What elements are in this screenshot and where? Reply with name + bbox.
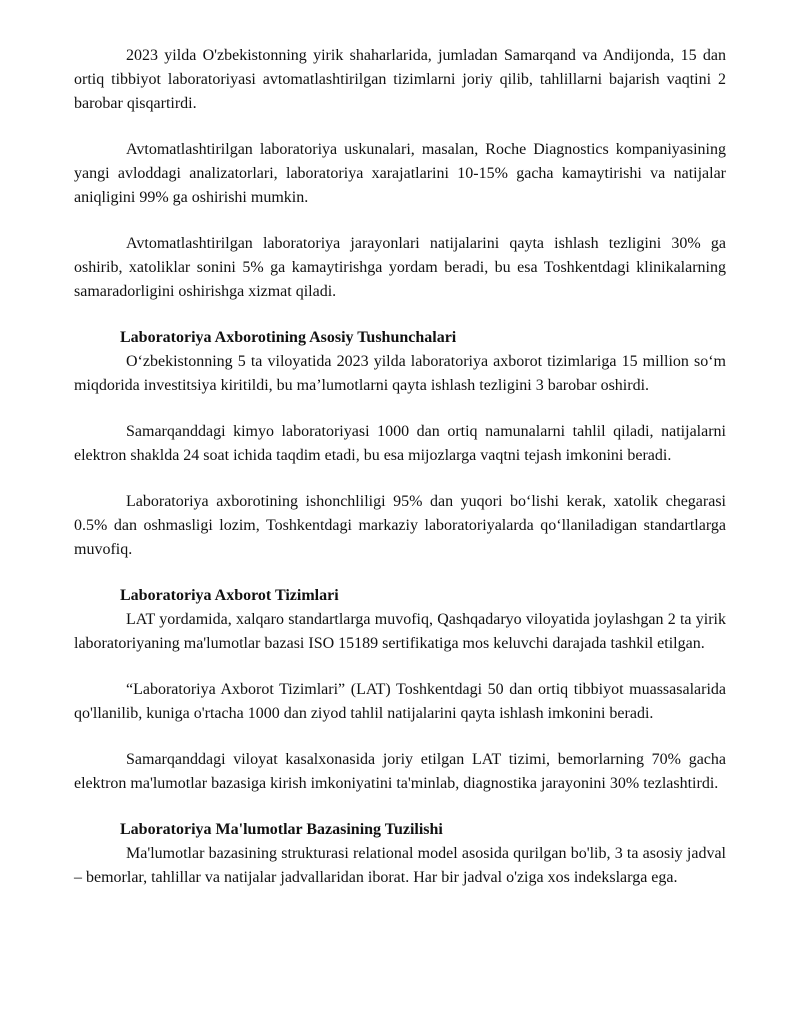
paragraph-database-structure: Ma'lumotlar bazasining strukturasi relational model asosida qurilgan bo'lib, 3 ta asosiy jadval – bemorlar, tahlillar va natijalar jadvallaridan iborat. Har bir jadval o'ziga xos indekslarga ega. (74, 845, 726, 886)
paragraph-lat-hospital: Samarqanddagi viloyat kasalxonasida joriy etilgan LAT tizimi, bemorlarning 70% gacha elektron ma'lumotlar bazasiga kirish imkoniyatini ta'minlab, diagnostika jarayonini 30% tezlashtirdi. (74, 751, 726, 792)
paragraph-reliability: Laboratoriya axborotining ishonchliligi 95% dan yuqori bo‘lishi kerak, xatolik chegarasi 0.5% dan oshmasligi lozim, Toshkentdagi markaziy laboratoriyalarda qo‘llaniladigan standartlarga muvofiq. (74, 493, 726, 558)
paragraph-gap (74, 398, 726, 420)
paragraph-gap (74, 796, 726, 818)
paragraph-lat-iso: LAT yordamida, xalqaro standartlarga muvofiq, Qashqadaryo viloyatida joylashgan 2 ta yirik laboratoriyaning ma'lumotlar bazasi ISO 15189 sertifikatiga mos keluvchi darajada tashkil etilgan. (74, 611, 726, 652)
paragraph-gap (74, 562, 726, 584)
paragraph-gap (74, 210, 726, 232)
paragraph-gap (74, 304, 726, 326)
section-heading-information-systems: Laboratoriya Axborot Tizimlari (120, 587, 339, 604)
section-heading-basic-concepts: Laboratoriya Axborotining Asosiy Tushunchalari (120, 329, 457, 346)
paragraph-samarkand-lab: Samarqanddagi kimyo laboratoriyasi 1000 dan ortiq namunalarni tahlil qiladi, natijalarni elektron shaklda 24 soat ichida taqdim etadi, bu esa mijozlarga vaqtni tejash imkonini beradi. (74, 423, 726, 464)
paragraph-automation-cities: 2023 yilda O'zbekistonning yirik shaharlarida, jumladan Samarqand va Andijonda, 15 dan ortiq tibbiyot laboratoriyasi avtomatlashtirilgan tizimlarni joriy qilib, tahlillarni bajarish vaqtini 2 barobar qisqartirdi. (74, 47, 726, 112)
paragraph-lat-tashkent: “Laboratoriya Axborot Tizimlari” (LAT) Toshkentdagi 50 dan ortiq tibbiyot muassasalarida qo'llanilib, kuniga o'rtacha 1000 dan ziyod tahlil natijalarini qayta ishlash imkonini beradi. (74, 681, 726, 722)
paragraph-gap (74, 726, 726, 748)
paragraph-gap (74, 116, 726, 138)
paragraph-gap (74, 656, 726, 678)
paragraph-gap (74, 468, 726, 490)
paragraph-investment: O‘zbekistonning 5 ta viloyatida 2023 yilda laboratoriya axborot tizimlariga 15 million so‘m miqdorida investitsiya kiritildi, bu ma’lumotlarni qayta ishlash tezligini 3 barobar oshirdi. (74, 353, 726, 394)
section-heading-database-structure: Laboratoriya Ma'lumotlar Bazasining Tuzilishi (120, 821, 443, 838)
document-page (74, 44, 726, 890)
paragraph-roche-analyzers: Avtomatlashtirilgan laboratoriya uskunalari, masalan, Roche Diagnostics kompaniyasining yangi avloddagi analizatorlari, laboratoriya xarajatlarini 10-15% gacha kamaytirishi va natijalar aniqligini 99% ga oshirishi mumkin. (74, 141, 726, 206)
paragraph-processing-speed: Avtomatlashtirilgan laboratoriya jarayonlari natijalarini qayta ishlash tezligini 30% ga oshirib, xatoliklar sonini 5% ga kamaytirishga yordam beradi, bu esa Toshkentdagi klinikalarning samaradorligini oshirishga xizmat qiladi. (74, 235, 726, 300)
